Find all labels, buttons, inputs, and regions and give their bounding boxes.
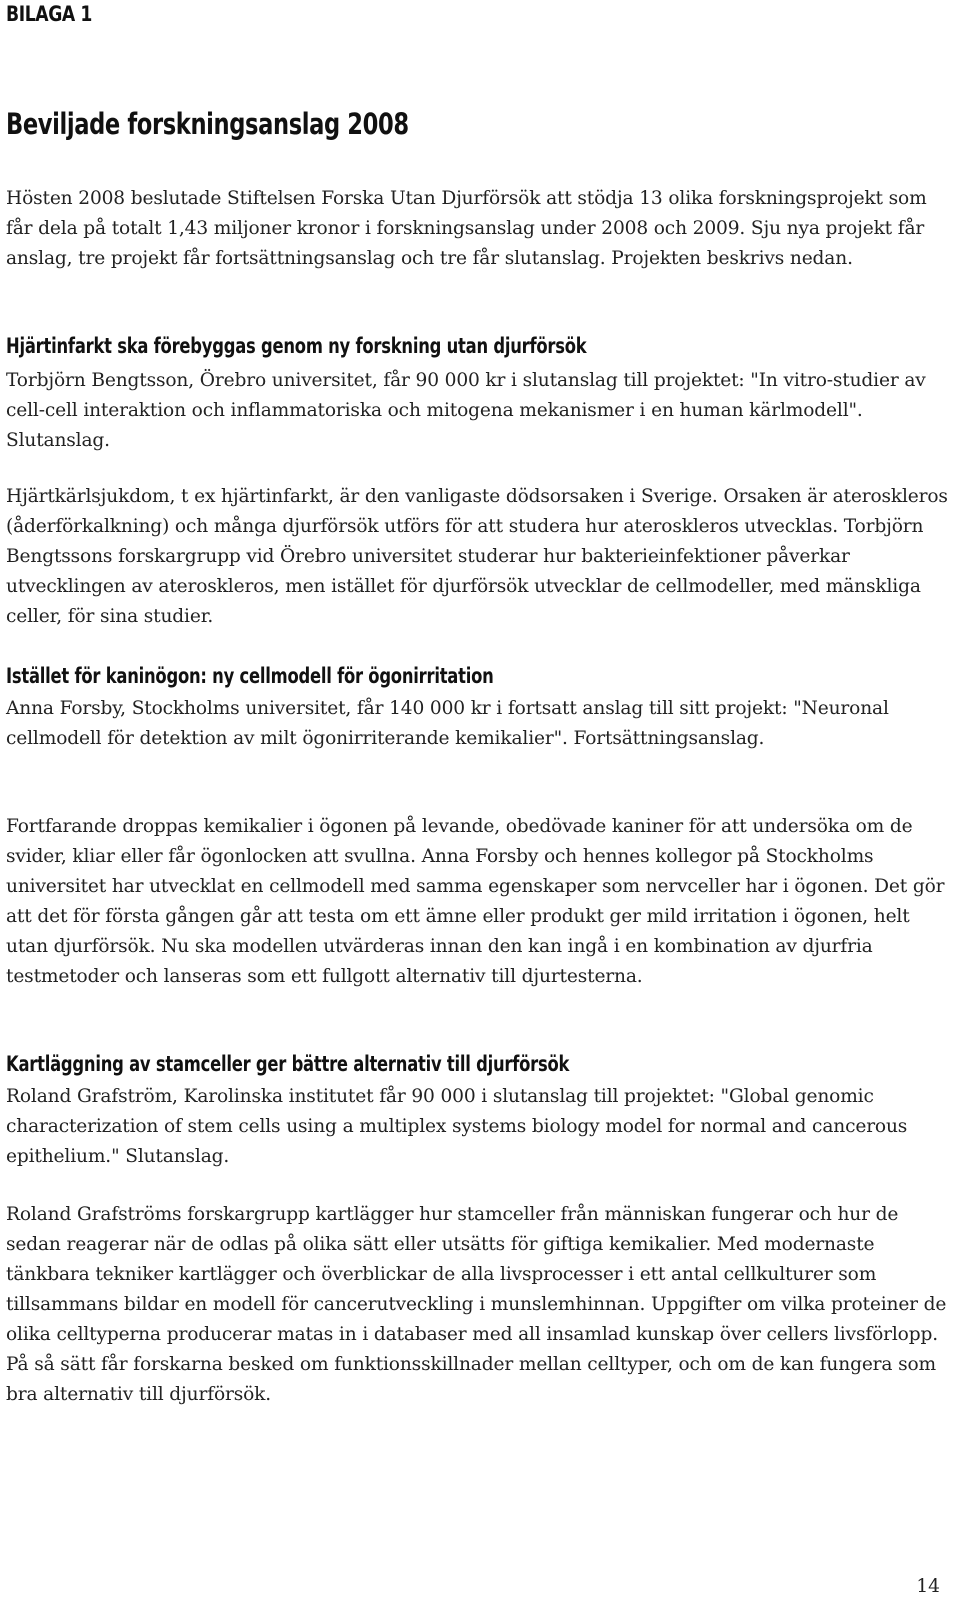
description-paragraph-grafstrom: Roland Grafströms forskargrupp kartlägger hur stamceller från människan fungerar och hur de sedan reagerar när de odlas på olika sätt eller utsätts för giftiga kemikalier. Med modernaste tänkbara tekniker kartlägger och överblickar de alla livsprocesser i ett antal cellkulturer som tillsammans bildar en modell för cancerutveckling i munslemhinnan. Uppgifter om vilka proteiner de olika celltyperna producerar matas in i databaser med all insamlad kunskap över cellers livsförlopp. På så sätt får forskarna besked om funktionsskillnader mellan celltyper, och om de kan fungera som bra alternativ till djurförsök. <box>6 1204 947 1405</box>
grant-paragraph-bengtsson: Torbjörn Bengtsson, Örebro universitet, får 90 000 kr i slutanslag till projektet: "In vitro-studier av cell-cell interaktion och inflammatoriska och mitogena mekanismer i en human kärlmodell". Slutanslag. <box>6 370 926 451</box>
page-title: Beviljade forskningsanslag 2008 <box>6 107 409 142</box>
section-heading-eye-irritation: Istället för kaninögon: ny cellmodell för ögonirritation <box>6 664 494 688</box>
intro-paragraph: Hösten 2008 beslutade Stiftelsen Forska Utan Djurförsök att stödja 13 olika forskningsprojekt som får dela på totalt 1,43 miljoner kronor i forskningsanslag under 2008 och 2009. Sju nya projekt får anslag, tre projekt får fortsättningsanslag och tre får slutanslag. Projekten beskrivs nedan. <box>6 188 927 269</box>
section-heading-heart-attack: Hjärtinfarkt ska förebyggas genom ny forskning utan djurförsök <box>6 334 587 358</box>
section-heading-stem-cells: Kartläggning av stamceller ger bättre alternativ till djurförsök <box>6 1052 570 1076</box>
page-number: 14 <box>916 1576 940 1597</box>
grant-paragraph-grafstrom: Roland Grafström, Karolinska institutet får 90 000 i slutanslag till projektet: "Global genomic characterization of stem cells using a multiplex systems biology model for normal and cancerous epithelium." Slutanslag. <box>6 1086 908 1167</box>
description-paragraph-forsby: Fortfarande droppas kemikalier i ögonen på levande, obedövade kaniner för att undersöka om de svider, kliar eller får ögonlocken att svullna. Anna Forsby och hennes kollegor på Stockholms universitet har utvecklat en cellmodell med samma egenskaper som nervceller har i ögonen. Det gör att det för första gången går att testa om ett ämne eller produkt ger mild irritation i ögonen, helt utan djurförsök. Nu ska modellen utvärderas innan den kan ingå i en kombination av djurfria testmetoder och lanseras som ett fullgott alternativ till djurtesterna. <box>6 816 945 987</box>
description-paragraph-bengtsson: Hjärtkärlsjukdom, t ex hjärtinfarkt, är den vanligaste dödsorsaken i Sverige. Orsaken är ateroskleros (åderförkalkning) och många djurförsök utförs för att studera hur ateroskleros utvecklas. Torbjörn Bengtssons forskargrupp vid Örebro universitet studerar hur bakterieinfektioner påverkar utvecklingen av ateroskleros, men istället för djurförsök utvecklar de cellmodeller, med mänskliga celler, för sina studier. <box>6 486 948 627</box>
appendix-label: BILAGA 1 <box>6 2 92 26</box>
grant-paragraph-forsby: Anna Forsby, Stockholms universitet, får 140 000 kr i fortsatt anslag till sitt projekt: "Neuronal cellmodell för detektion av milt ögonirriterande kemikalier". Fortsättningsanslag. <box>6 698 889 749</box>
